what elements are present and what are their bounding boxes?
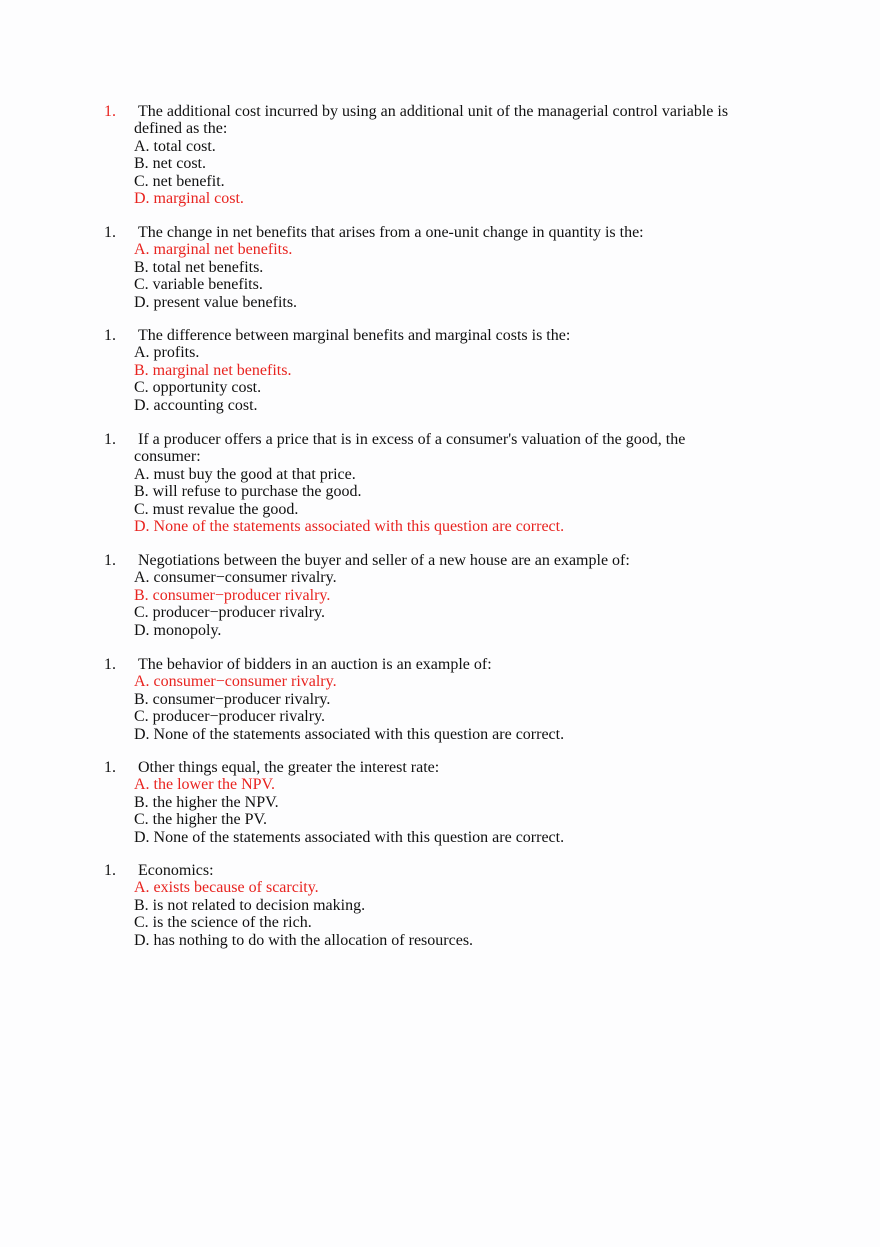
option-c: C. the higher the PV.: [134, 811, 268, 829]
question-8: [104, 862, 794, 949]
option-d-correct: D. marginal cost.: [134, 190, 244, 208]
option-a: A. consumer−consumer rivalry.: [134, 569, 337, 587]
question-text: Other things equal, the greater the interest rate:: [138, 759, 440, 776]
option-a: A. must buy the good at that price.: [134, 465, 356, 483]
question-number: 1.: [104, 431, 116, 448]
option-d-correct: D. None of the statements associated with this question are correct.: [134, 518, 565, 536]
option-b: B. will refuse to purchase the good.: [134, 483, 362, 501]
question-text: If a producer offers a price that is in excess of a consumer's valuation of the good, the: [138, 431, 686, 448]
question-text: Negotiations between the buyer and seller of a new house are an example of:: [138, 552, 630, 569]
question-7: [104, 759, 794, 846]
option-c: C. must revalue the good.: [134, 500, 299, 518]
option-a-correct: A. consumer−consumer rivalry.: [134, 673, 337, 691]
question-text: Economics:: [138, 862, 214, 879]
question-text: The additional cost incurred by using an additional unit of the managerial control variable is: [138, 103, 729, 120]
option-c: C. is the science of the rich.: [134, 914, 312, 932]
option-b: B. net cost.: [134, 155, 206, 173]
question-text-continued: consumer:: [134, 448, 201, 466]
question-4: [104, 431, 794, 535]
question-5: [104, 552, 794, 639]
option-d: D. accounting cost.: [134, 396, 258, 414]
option-b-correct: B. consumer−producer rivalry.: [134, 586, 331, 604]
option-a: A. profits.: [134, 344, 200, 362]
option-d: D. present value benefits.: [134, 293, 298, 311]
option-b: B. the higher the NPV.: [134, 793, 279, 811]
option-d: D. None of the statements associated with this question are correct.: [134, 828, 565, 846]
option-b: B. is not related to decision making.: [134, 896, 366, 914]
option-a-correct: A. exists because of scarcity.: [134, 879, 319, 897]
option-b: B. consumer−producer rivalry.: [134, 690, 331, 708]
option-a: A. total cost.: [134, 137, 216, 155]
question-number: 1.: [104, 327, 116, 344]
option-c: C. producer−producer rivalry.: [134, 708, 326, 726]
question-number: 1.: [104, 862, 116, 879]
option-c: C. opportunity cost.: [134, 379, 262, 397]
option-c: C. producer−producer rivalry.: [134, 604, 326, 622]
question-3: [104, 327, 794, 414]
option-a-correct: A. the lower the NPV.: [134, 776, 276, 794]
question-number: 1.: [104, 552, 116, 569]
option-c: C. variable benefits.: [134, 276, 263, 294]
question-text: The difference between marginal benefits and marginal costs is the:: [138, 327, 571, 344]
option-b-correct: B. marginal net benefits.: [134, 361, 292, 379]
option-c: C. net benefit.: [134, 172, 225, 190]
question-1: [104, 103, 794, 207]
question-text: The change in net benefits that arises from a one-unit change in quantity is the:: [138, 224, 644, 241]
question-number: 1.: [104, 224, 116, 241]
question-number: 1.: [104, 103, 116, 120]
question-number: 1.: [104, 656, 116, 673]
question-2: [104, 224, 794, 311]
option-b: B. total net benefits.: [134, 258, 264, 276]
option-a-correct: A. marginal net benefits.: [134, 241, 293, 259]
option-d: D. None of the statements associated with this question are correct.: [134, 725, 565, 743]
option-d: D. monopoly.: [134, 621, 222, 639]
question-number: 1.: [104, 759, 116, 776]
question-6: [104, 656, 794, 743]
question-text-continued: defined as the:: [134, 120, 228, 138]
question-text: The behavior of bidders in an auction is an example of:: [138, 656, 492, 673]
option-d: D. has nothing to do with the allocation of resources.: [134, 931, 474, 949]
